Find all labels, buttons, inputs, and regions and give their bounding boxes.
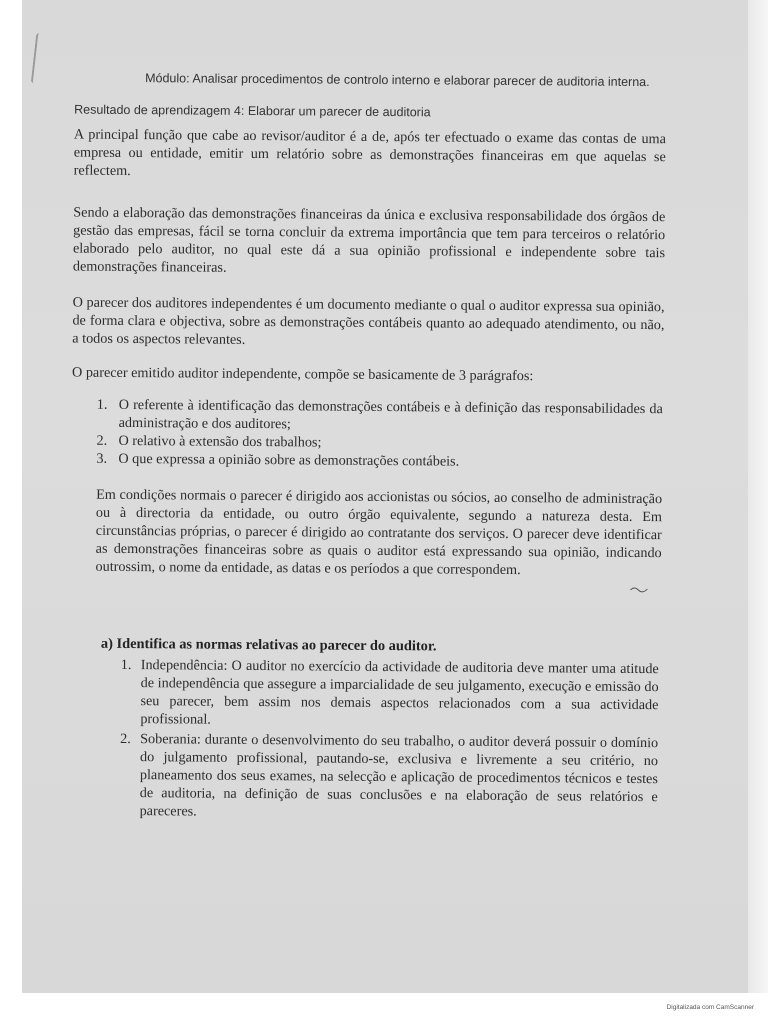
paragraph-financial-statements: Sendo a elaboração das demonstrações financeiras da única e exclusiva responsabilidade dos órgãos de gestão das empresas, fácil se torna concluir da extrema importância que tem para terceiros o relatório elaborado pelo auditor, no qual este dá a sua opinião profissional e independente sobre tais demonstrações financeiras. — [72, 204, 666, 276]
scan-edge — [748, 0, 768, 993]
list-item-text: Soberania: durante o desenvolvimento do seu trabalho, o auditor deverá possuir o domínio do julgamento profissional, pautando-se, exclusiva e livremente a seu critério, no planeamento dos seus exames, na selecção e aplicação de procedimentos técnicos e testes de auditoria, na definição de suas conclusões e na elaboração de seus relatórios e pareceres. — [139, 731, 659, 820]
paragraph-principal-function: A principal função que cabe ao revisor/auditor é a de, após ter efectuado o exame das contas de uma empresa ou entidade, emitir um relatório sobre as demonstrações financeiras em que aquelas se reflectem. — [73, 126, 666, 180]
list-item-text: Independência: O auditor no exercício da actividade de auditoria deve manter uma atitude de independência que assegure a imparcialidade de seu julgamento, execução e emissão do seu parecer, bem assim nos demais aspectos relacionados com a sua actividade profissional. — [140, 657, 659, 728]
list-item-text: O referente à identificação das demonstrações contábeis e à definição das responsabilidades da administração e dos auditores; — [118, 396, 663, 433]
paragraph-three-paragraphs: O parecer emitido auditor independente, compõe se basicamente de 3 parágrafos: — [72, 364, 534, 385]
section-a-heading: a) Identifica as normas relativas ao parecer do auditor. — [100, 635, 437, 655]
list-item — [120, 730, 659, 824]
paragraph-list — [96, 396, 663, 472]
paragraph-independent-opinion: O parecer dos auditores independentes é um documento mediante o qual o auditor expressa sua opinião, de forma clara e objectiva, sobre as demonstrações contábeis quanto ao adequado atendimento, ou não, a todos os aspectos relevantes. — [72, 294, 665, 348]
section-a-list — [120, 656, 659, 826]
learning-outcome: Resultado de aprendizagem 4: Elaborar um parecer de auditoria — [74, 102, 431, 120]
list-item-number: 1. — [96, 396, 108, 413]
scanner-credit: Digitalizada com CamScanner — [666, 1004, 754, 1011]
list-item-number: 1. — [120, 656, 132, 674]
list-item — [120, 656, 659, 732]
list-item-text: O relativo à extensão dos trabalhos; — [118, 432, 322, 451]
list-item — [96, 450, 662, 472]
list-item — [97, 396, 663, 436]
staple-mark — [31, 33, 45, 84]
paragraph-addressed-to: Em condições normais o parecer é dirigido aos accionistas ou sócios, ao conselho de administração ou à directoria da entidade, ou outro órgão equivalente, segundo a natureza desta. Em circunstâncias próprias, o parecer é dirigido ao contratante dos serviços. O parecer deve identificar as demonstrações financeiras sobre as quais o auditor está expressando sua opinião, indicando outrossim, o nome da entidade, as datas e os períodos a que correspondem. — [95, 486, 663, 579]
scanned-page — [22, 0, 748, 993]
document-body — [22, 0, 748, 993]
module-title: Módulo: Analisar procedimentos de controlo interno e elaborar parecer de auditoria interna. — [145, 71, 650, 90]
list-item-number: 2. — [120, 730, 131, 748]
list-item-number: 3. — [96, 450, 108, 467]
list-item-text: O que expressa a opinião sobre as demonstrações contábeis. — [118, 450, 460, 470]
pen-squiggle-mark — [629, 585, 651, 593]
list-item-number: 2. — [96, 432, 108, 449]
